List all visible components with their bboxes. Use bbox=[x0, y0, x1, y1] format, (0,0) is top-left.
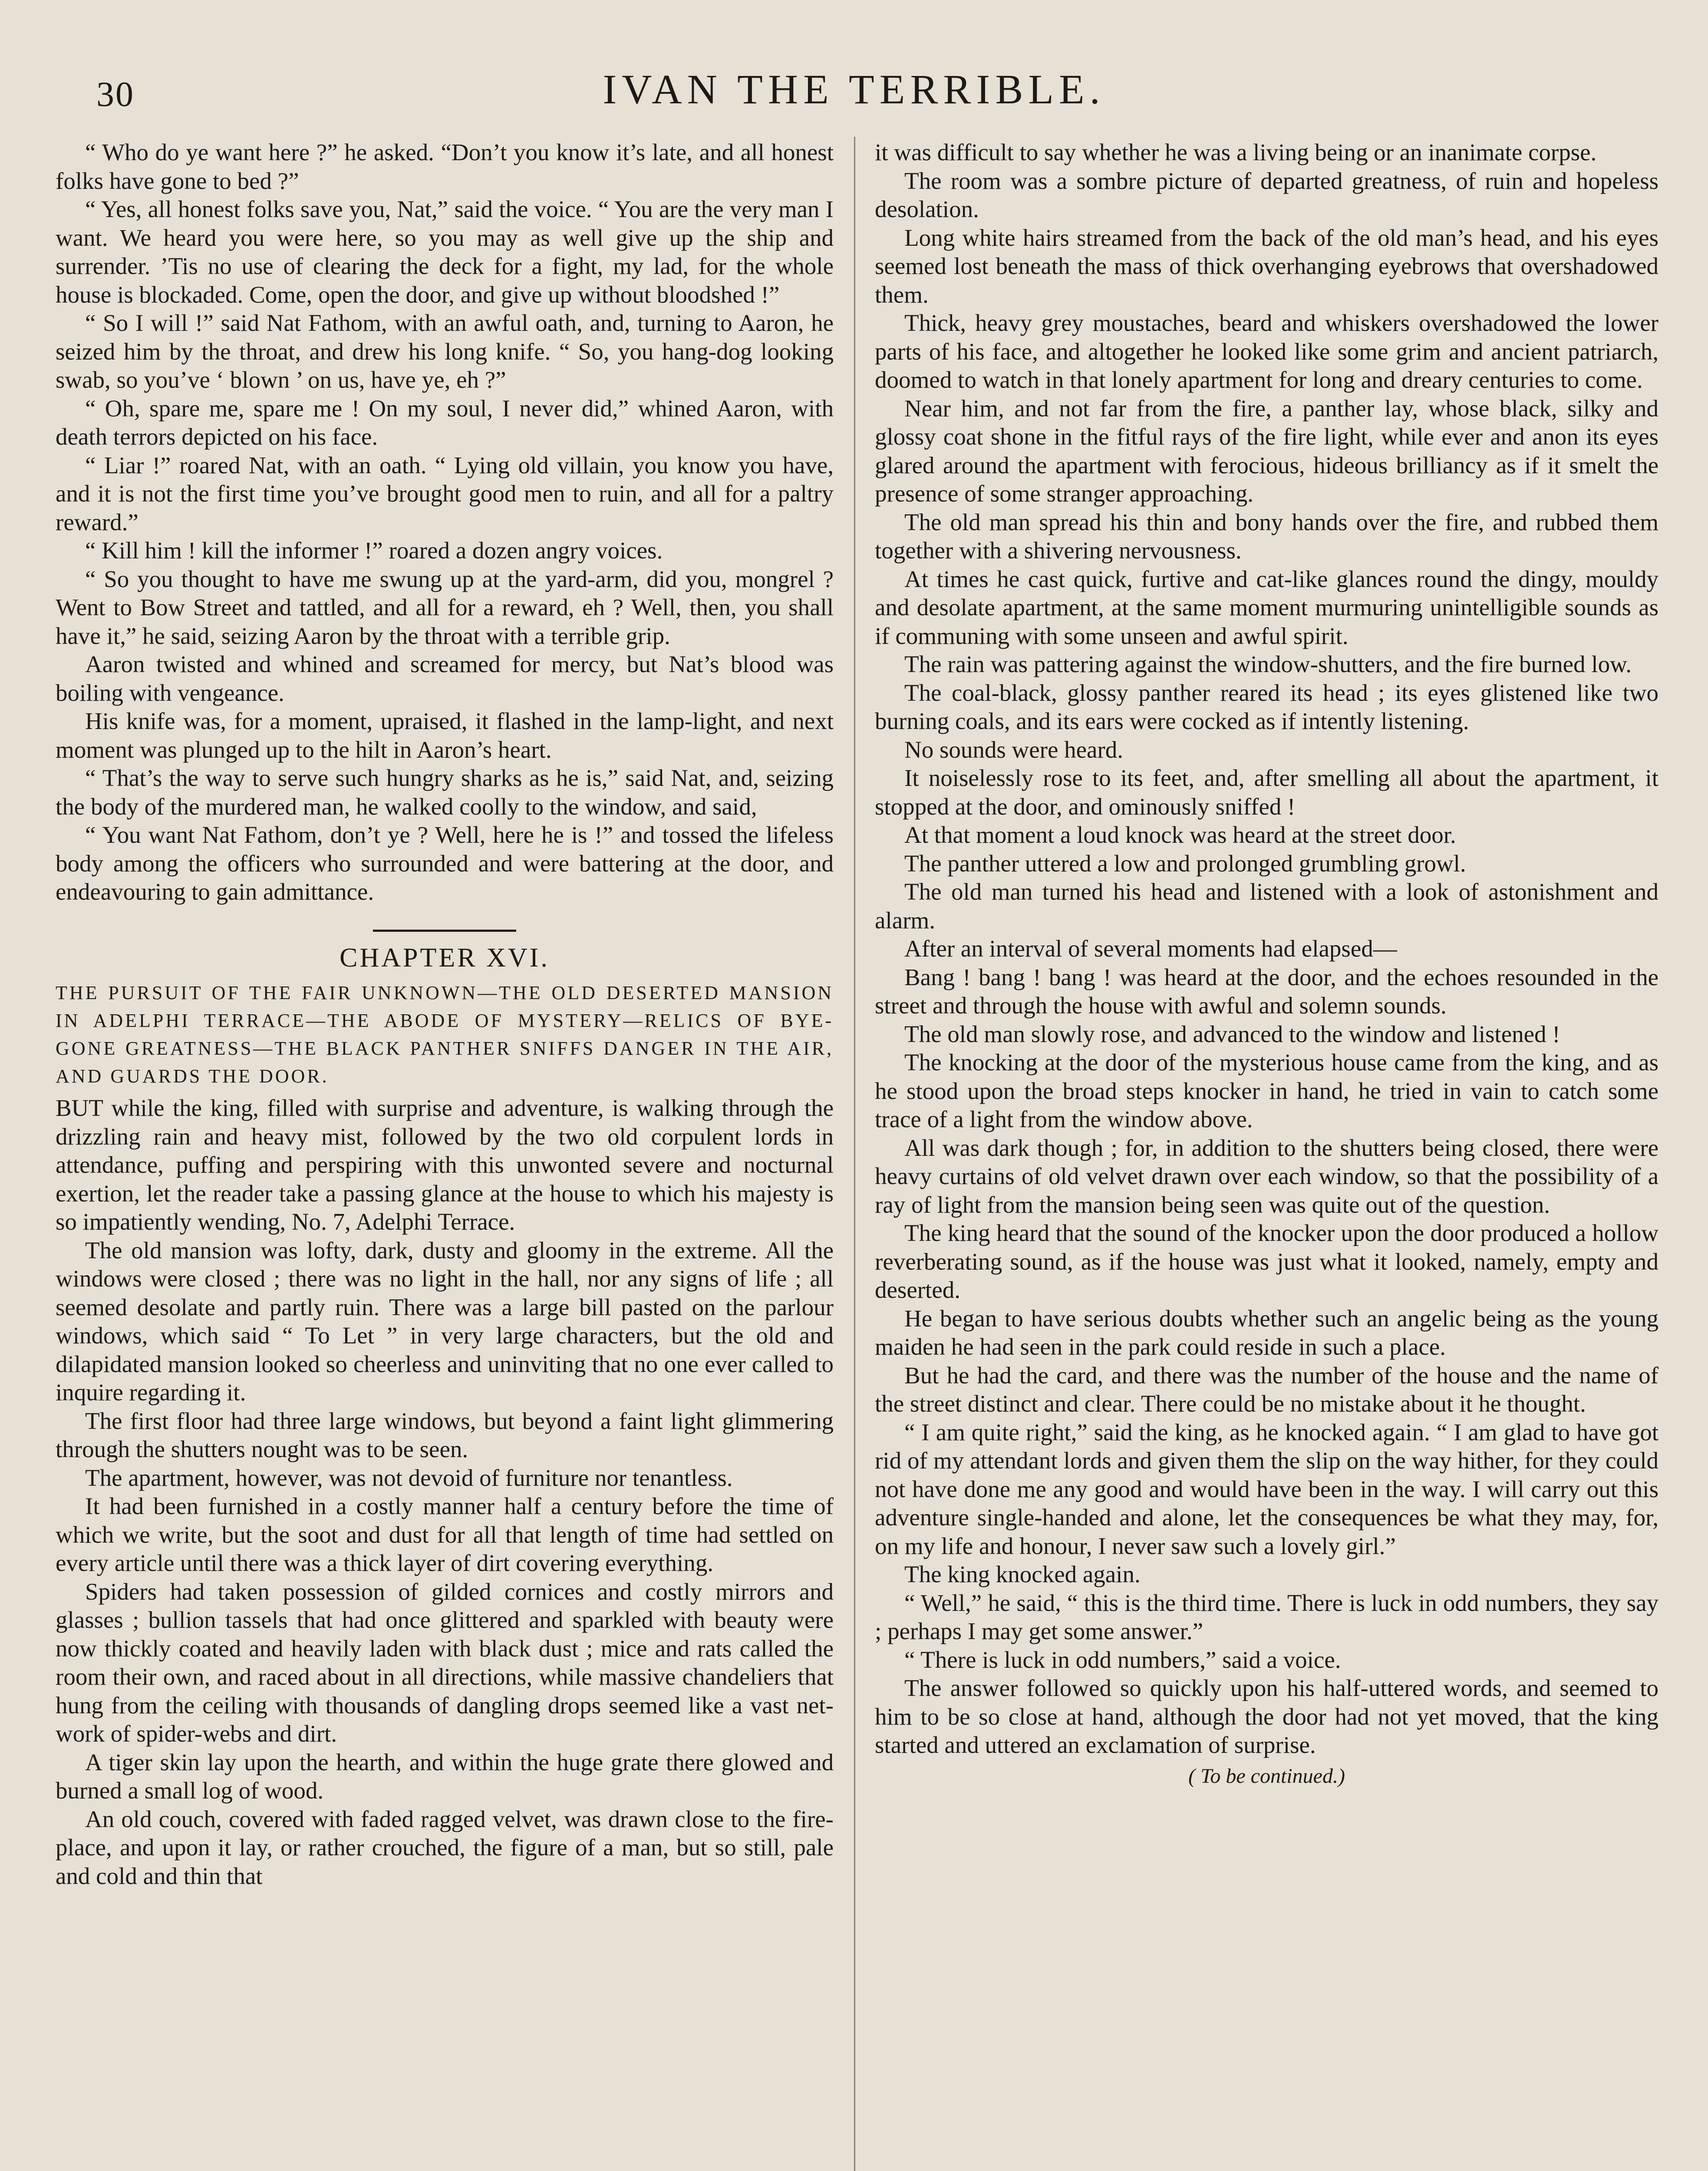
paragraph: An old couch, covered with faded ragged velvet, was drawn close to the fire-place, and upon it lay, or rather crouched, the figure of a man, but so still, pale and cold and thin that bbox=[56, 1805, 834, 1889]
paragraph: The king knocked again. bbox=[904, 1561, 1141, 1587]
paragraph: “ Liar !” roared Nat, with an oath. “ Lying old villain, you know you have, and it is not the first time you’ve brought good men to ruin, and all for a paltry reward.” bbox=[56, 452, 834, 535]
page-header bbox=[0, 65, 1708, 126]
paragraph: The answer followed so quickly upon his half-uttered words, and seemed to him to be so close at hand, although the door had not yet moved, that the king started and uttered an exclamation of surprise. bbox=[875, 1675, 1659, 1758]
paragraph: “ There is luck in odd numbers,” said a voice. bbox=[904, 1646, 1341, 1673]
paragraph: The old man turned his head and listened with a look of astonishment and alarm. bbox=[875, 878, 1659, 934]
paragraph: “ That’s the way to serve such hungry sharks as he is,” said Nat, and, seizing the body of the murdered man, he walked coolly to the window, and said, bbox=[56, 765, 834, 820]
paragraph: No sounds were heard. bbox=[904, 736, 1124, 763]
paragraph: The apartment, however, was not devoid of furniture nor tenantless. bbox=[85, 1464, 733, 1491]
paragraph: “ Well,” he said, “ this is the third time. There is luck in odd numbers, they say ; perhaps I may get some answer.” bbox=[875, 1589, 1659, 1644]
paragraph: A tiger skin lay upon the hearth, and within the huge grate there glowed and burned a small log of wood. bbox=[56, 1749, 834, 1804]
paragraph: “ Kill him ! kill the informer !” roared a dozen angry voices. bbox=[85, 537, 663, 564]
paragraph: “ I am quite right,” said the king, as he knocked again. “ I am glad to have got rid of my attendant lords and given them the slip on the way hither, for they could not have done me any good and would have been in the way. I will carry out this adventure single-handed and alone, let the consequences be what they may, for, on my life and honour, I never saw such a lovely girl.” bbox=[875, 1419, 1659, 1559]
paragraph: After an interval of several moments had elapsed— bbox=[904, 935, 1397, 962]
chapter-divider bbox=[373, 930, 516, 932]
chapter-title: CHAPTER XVI. bbox=[340, 943, 550, 973]
right-column bbox=[875, 138, 1659, 2171]
paragraph: But he had the card, and there was the number of the house and the name of the street distinct and clear. There could be no mistake about it he thought. bbox=[875, 1362, 1659, 1417]
paragraph: It had been furnished in a costly manner half a century before the time of which we write, but the soot and dust for all that length of time had settled on every article until there was a thick layer of dirt covering everything. bbox=[56, 1493, 834, 1576]
paragraph: BUT while the king, filled with surprise and adventure, is walking through the drizzling rain and heavy mist, followed by the two old corpulent lords in attendance, puffing and perspiring with this unwonted severe and nocturnal exertion, let the reader take a passing glance at the house to which his majesty is so impatiently wending, No. 7, Adelphi Terrace. bbox=[56, 1095, 834, 1235]
paragraph: The king heard that the sound of the knocker upon the door produced a hollow reverberating sound, as if the house was just what it looked, namely, empty and deserted. bbox=[875, 1220, 1659, 1303]
page-number: 30 bbox=[96, 74, 135, 114]
paragraph: All was dark though ; for, in addition to the shutters being closed, there were heavy curtains of old velvet drawn over each window, so that the possibility of a ray of light from the mansion being seen was quite out of the question. bbox=[875, 1134, 1659, 1218]
paragraph: His knife was, for a moment, upraised, it flashed in the lamp-light, and next moment was plunged up to the hilt in Aaron’s heart. bbox=[56, 708, 834, 763]
paragraph: At that moment a loud knock was heard at the street door. bbox=[904, 822, 1456, 848]
chapter-summary: THE PURSUIT OF THE FAIR UNKNOWN—THE OLD DESERTED MANSION IN ADELPHI TERRACE—THE ABODE OF MYSTERY—RELICS OF BYE-GONE GREATNESS—THE BLACK PANTHER SNIFFS DANGER IN THE AIR, AND GUARDS THE DOOR. bbox=[56, 982, 834, 1087]
paragraph: “ Who do ye want here ?” he asked. “Don’t you know it’s late, and all honest folks have gone to bed ?” bbox=[56, 139, 834, 194]
paragraph: “ Oh, spare me, spare me ! On my soul, I never did,” whined Aaron, with death terrors depicted on his face. bbox=[56, 395, 834, 450]
paragraph: The panther uttered a low and prolonged grumbling growl. bbox=[904, 850, 1466, 877]
to-be-continued: ( To be continued.) bbox=[1188, 1764, 1345, 1788]
paragraph: It noiselessly rose to its feet, and, after smelling all about the apartment, it stopped at the door, and ominously sniffed ! bbox=[875, 765, 1659, 820]
paragraph: Near him, and not far from the fire, a panther lay, whose black, silky and glossy coat shone in the fitful rays of the fire light, while ever and anon its eyes glared around the apartment with ferocious, hideous brilliancy as if it smelt the presence of some stranger approaching. bbox=[875, 395, 1659, 507]
column-divider bbox=[854, 137, 855, 2171]
paragraph: The coal-black, glossy panther reared its head ; its eyes glistened like two burning coals, and its ears were cocked as if intently listening. bbox=[875, 679, 1659, 734]
paragraph: At times he cast quick, furtive and cat-like glances round the dingy, mouldy and desolate apartment, at the same moment murmuring unintelligible sounds as if communing with some unseen and awful spirit. bbox=[875, 565, 1659, 649]
paragraph: it was difficult to say whether he was a living being or an inanimate corpse. bbox=[875, 139, 1597, 165]
left-column bbox=[56, 138, 834, 2171]
paragraph: “ You want Nat Fathom, don’t ye ? Well, here he is !” and tossed the lifeless body among the officers who surrounded and were battering at the door, and endeavouring to gain admittance. bbox=[56, 822, 834, 905]
paragraph: The old mansion was lofty, dark, dusty and gloomy in the extreme. All the windows were closed ; there was no light in the hall, nor any signs of life ; all seemed desolate and partly ruin. There was a large bill pasted on the parlour windows, which said “ To Let ” in very large characters, but the old and dilapidated mansion looked so cheerless and uninviting that no one ever called to inquire regarding it. bbox=[56, 1237, 834, 1406]
running-title: IVAN THE TERRIBLE. bbox=[603, 66, 1105, 112]
paragraph: Long white hairs streamed from the back of the old man’s head, and his eyes seemed lost beneath the mass of thick overhanging eyebrows that overshadowed them. bbox=[875, 224, 1659, 308]
paragraph: Bang ! bang ! bang ! was heard at the door, and the echoes resounded in the street and through the house with awful and solemn sounds. bbox=[875, 963, 1659, 1019]
paragraph: “ Yes, all honest folks save you, Nat,” said the voice. “ You are the very man I want. We heard you were here, so you may as well give up the ship and surrender. ’Tis no use of clearing the deck for a fight, my lad, for the whole house is blockaded. Come, open the door, and give up without bloodshed !” bbox=[56, 196, 834, 308]
paragraph: Spiders had taken possession of gilded cornices and costly mirrors and glasses ; bullion tassels that had once glittered and sparkled with beauty were now thickly coated and heavily laden with black dust ; mice and rats called the room their own, and raced about in all directions, while massive chandeliers that hung from the ceiling with thousands of dangling drops seemed like a vast net-work of spider-webs and dirt. bbox=[56, 1578, 834, 1747]
paragraph: The room was a sombre picture of departed greatness, of ruin and hopeless desolation. bbox=[875, 167, 1659, 222]
paragraph: The old man slowly rose, and advanced to the window and listened ! bbox=[904, 1020, 1560, 1047]
paragraph: The old man spread his thin and bony hands over the fire, and rubbed them together with a shivering nervousness. bbox=[875, 508, 1659, 564]
paragraph: The rain was pattering against the window-shutters, and the fire burned low. bbox=[904, 651, 1632, 677]
paragraph: He began to have serious doubts whether such an angelic being as the young maiden he had seen in the park could reside in such a place. bbox=[875, 1305, 1659, 1360]
paragraph: Thick, heavy grey moustaches, beard and whiskers overshadowed the lower parts of his face, and altogether he looked like some grim and ancient patriarch, doomed to watch in that lonely apartment for long and dreary centuries to come. bbox=[875, 310, 1659, 393]
paragraph: Aaron twisted and whined and screamed for mercy, but Nat’s blood was boiling with vengeance. bbox=[56, 651, 834, 706]
paragraph: The knocking at the door of the mysterious house came from the king, and as he stood upon the broad steps knocker in hand, he tried in vain to catch some trace of a light from the window above. bbox=[875, 1049, 1659, 1132]
paragraph: “ So you thought to have me swung up at the yard-arm, did you, mongrel ? Went to Bow Street and tattled, and all for a reward, eh ? Well, then, you shall have it,” he said, seizing Aaron by the throat with a terrible grip. bbox=[56, 565, 834, 649]
paragraph: The first floor had three large windows, but beyond a faint light glimmering through the shutters nought was to be seen. bbox=[56, 1407, 834, 1462]
paragraph: “ So I will !” said Nat Fathom, with an awful oath, and, turning to Aaron, he seized him by the throat, and drew his long knife. “ So, you hang-dog looking swab, so you’ve ‘ blown ’ on us, have ye, eh ?” bbox=[56, 310, 834, 393]
